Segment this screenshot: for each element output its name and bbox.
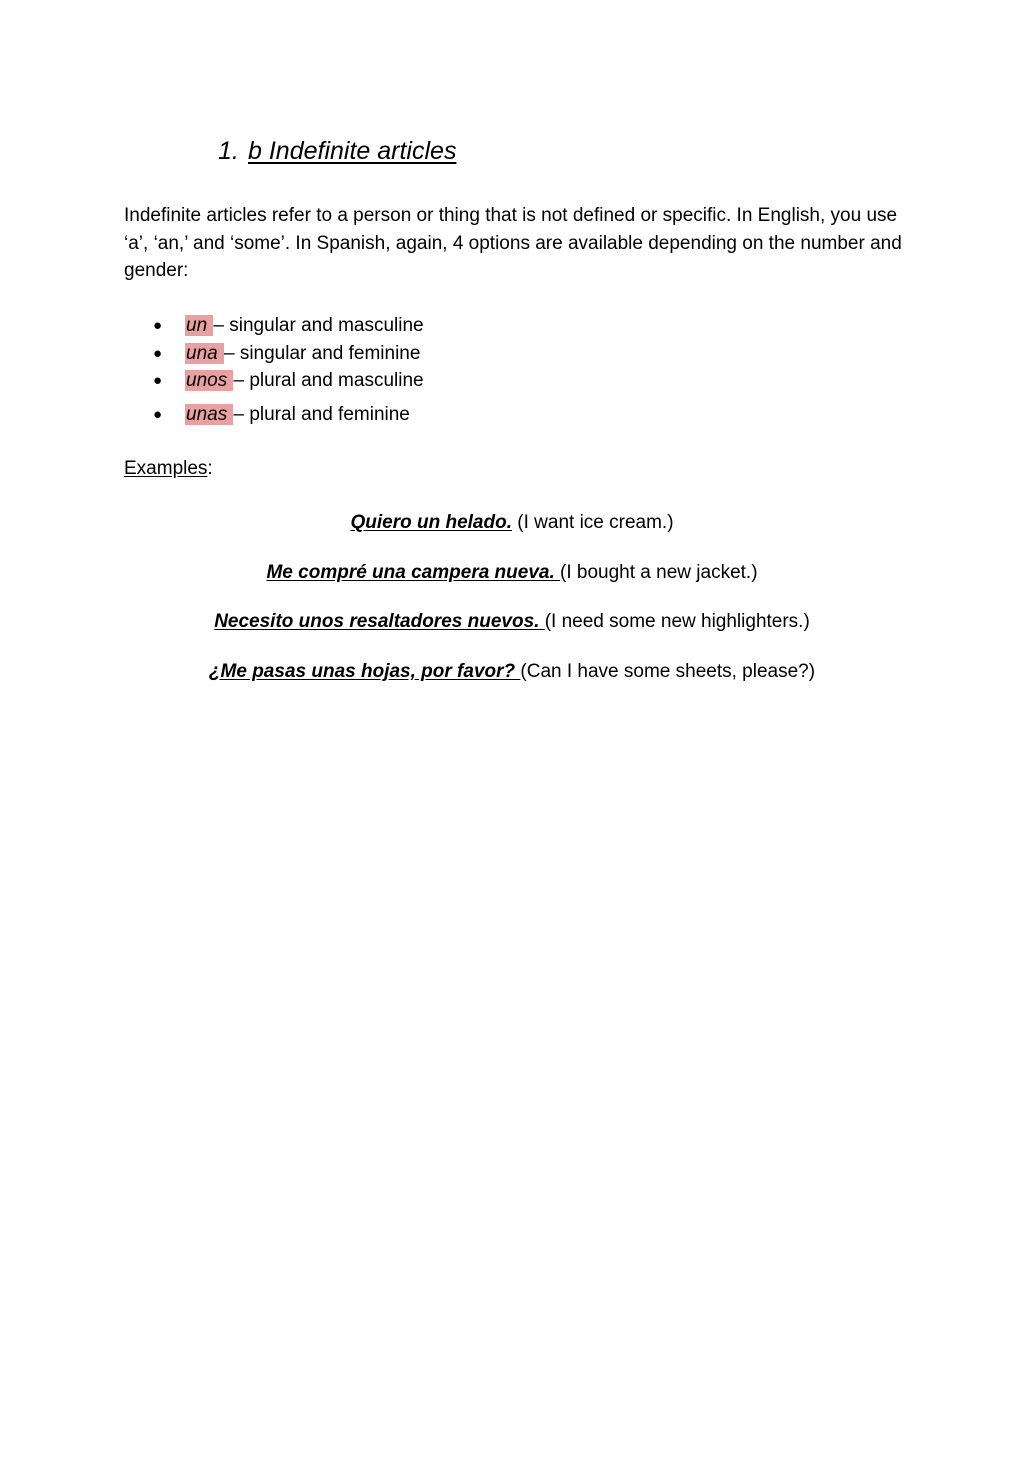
article-description: – singular and masculine	[213, 315, 424, 336]
example-english: (I bought a new jacket.)	[560, 562, 758, 583]
bullet-icon: ●	[153, 344, 163, 362]
example-spanish: Quiero un helado.	[350, 512, 512, 533]
example-sentence	[0, 658, 1024, 686]
example-gap: (	[511, 512, 524, 533]
heading-title: b Indefinite articles	[248, 137, 457, 165]
examples-label	[124, 455, 213, 483]
article-highlight: una	[186, 342, 223, 364]
example-spanish: ¿Me pasas unas hojas, por favor?	[208, 661, 521, 682]
bullet-icon: ●	[153, 405, 163, 423]
intro-paragraph: Indefinite articles refer to a person or thing that is not defined or specific. In English, you use ‘a’, ‘an,’ and ‘some’. In Spanish, again, 4 options are available depending on the number and gender:	[124, 205, 902, 281]
example-spanish: Me compré una campera nueva.	[266, 562, 561, 583]
example-english: (Can I have some sheets, please?)	[520, 661, 816, 682]
article-highlight: unas	[186, 403, 233, 425]
example-sentence	[0, 559, 1024, 587]
bullet-icon: ●	[153, 372, 163, 389]
article-description: – plural and feminine	[233, 403, 410, 425]
example-spanish: Necesito unos resaltadores nuevos.	[214, 611, 545, 632]
example-english: I want ice cream.)	[523, 512, 674, 533]
bullet-icon: ●	[153, 317, 163, 334]
article-description: – plural and masculine	[233, 370, 424, 391]
article-highlight: un	[186, 315, 213, 336]
example-sentence	[0, 608, 1024, 636]
article-highlight: unos	[186, 370, 233, 391]
article-description: – singular and feminine	[223, 342, 421, 364]
section-heading	[218, 134, 456, 168]
example-english: (I need some new highlighters.)	[544, 611, 810, 632]
examples-label-text: Examples	[124, 458, 208, 479]
heading-number: 1.	[218, 137, 239, 165]
examples-label-colon: :	[207, 458, 213, 479]
example-sentence	[0, 509, 1024, 537]
